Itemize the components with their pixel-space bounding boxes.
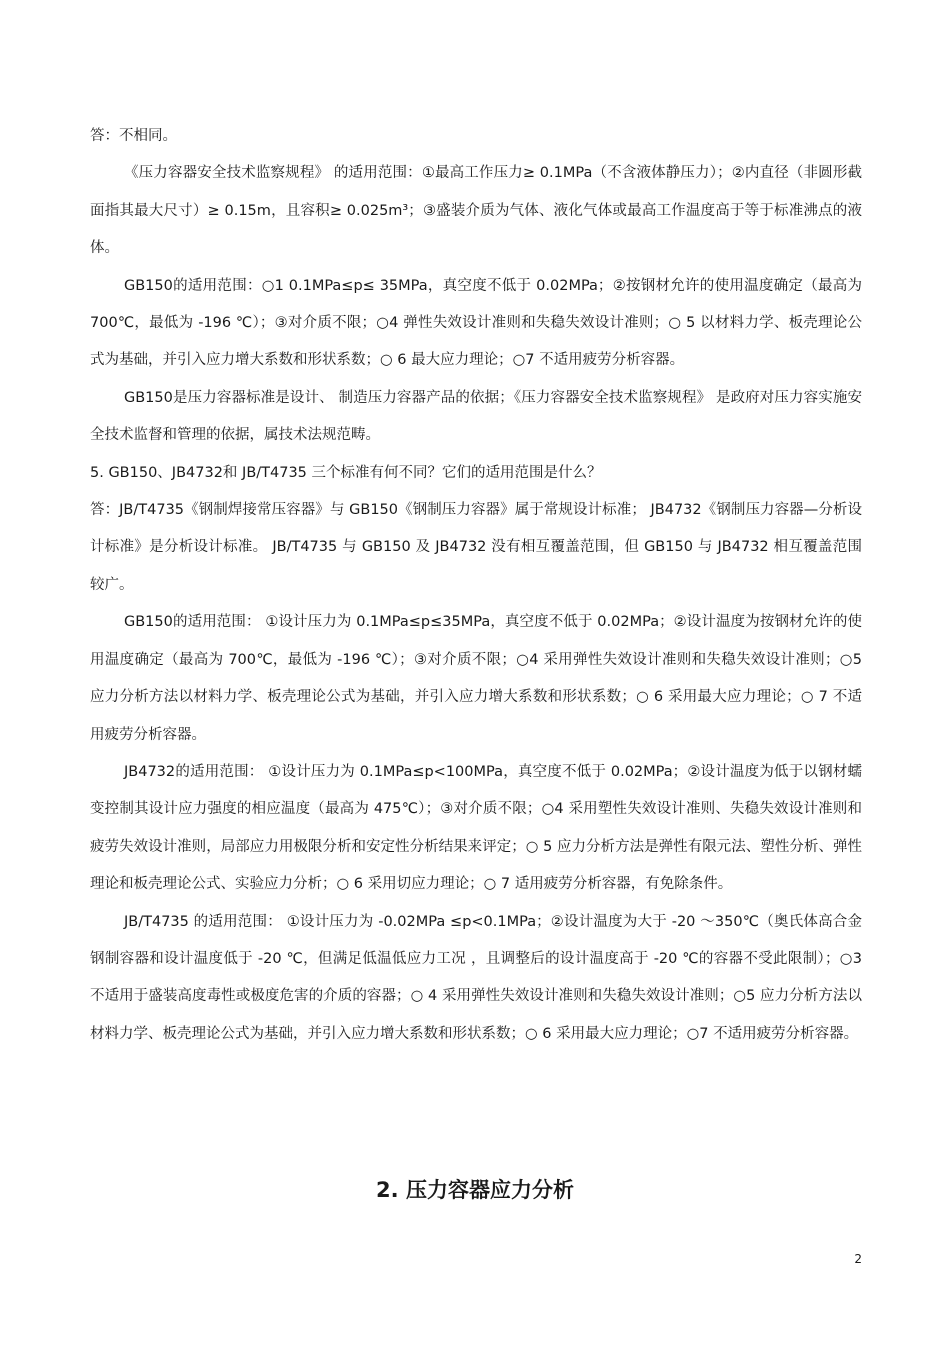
question-5: 5. GB150、JB4732和 JB/T4735 三个标准有何不同？它们的适用范围是什么？ <box>90 464 602 481</box>
gb150-scope-paragraph: GB150的适用范围：○1 0.1MPa≤p≤ 35MPa，真空度不低于 0.02MPa；②按钢材允许的使用温度确定（最高为 700℃，最低为 -196 ℃）；③对介质不限；○4 弹性失效设计准则和失稳失效设计准则；○ 5 以材料力学、板壳理论公式为基础，并引入应力增大系数和形状系数；○ 6 最大应力理论；○7 不适用疲劳分析容器。 <box>90 277 862 369</box>
page-number: 2 <box>854 1252 862 1266</box>
jb4732-detail-paragraph: JB4732的适用范围： ①设计压力为 0.1MPa≤p<100MPa，真空度不低于 0.02MPa；②设计温度为低于以钢材蠕变控制其设计应力强度的相应温度（最高为 475℃）；③对介质不限；○4 采用塑性失效设计准则、失稳失效设计准则和疲劳失效设计准则，局部应力用极限分析和安定性分析结果来评定；○ 5 应力分析方法是弹性有限元法、塑性分析、弹性理论和板壳理论公式、实验应力分析；○ 6 采用切应力理论；○ 7 适用疲劳分析容器，有免除条件。 <box>90 763 862 893</box>
section-heading: 2. 压力容器应力分析 <box>376 1178 574 1202</box>
gb150-detail-paragraph: GB150的适用范围： ①设计压力为 0.1MPa≤p≤35MPa，真空度不低于 0.02MPa；②设计温度为按钢材允许的使用温度确定（最高为 700℃，最低为 -196 ℃）；③对介质不限；○4 采用弹性失效设计准则和失稳失效设计准则；○5 应力分析方法以材料力学、板壳理论公式为基础，并引入应力增大系数和形状系数；○ 6 采用最大应力理论；○ 7 不适用疲劳分析容器。 <box>90 614 862 743</box>
body-text <box>90 118 862 1053</box>
standard-basis-paragraph: GB150是压力容器标准是设计、 制造压力容器产品的依据；《压力容器安全技术监察规程》 是政府对压力容实施安全技术监督和管理的依据，属技术法规范畴。 <box>90 389 862 444</box>
regulation-scope-paragraph: 《压力容器安全技术监察规程》 的适用范围：①最高工作压力≥ 0.1MPa（不含液体静压力）；②内直径（非圆形截面指其最大尺寸）≥ 0.15m，且容积≥ 0.025m³；③盛装介质为气体、液化气体或最高工作温度高于等于标准沸点的液体。 <box>90 165 862 257</box>
jbt4735-detail-paragraph: JB/T4735 的适用范围： ①设计压力为 -0.02MPa ≤p<0.1MPa；②设计温度为大于 -20 ～350℃（奥氏体高合金钢制容器和设计温度低于 -20 ℃，但满足低温低应力工况 ，且调整后的设计温度高于 -20 ℃的容器不受此限制）；○3 不适用于盛装高度毒性或极度危害的介质的容器；○ 4 采用弹性失效设计准则和失稳失效设计准则；○5 应力分析方法以材料力学、板壳理论公式为基础，并引入应力增大系数和形状系数；○ 6 采用最大应力理论；○7 不适用疲劳分析容器。 <box>90 913 862 1042</box>
answer-paragraph: 答：不相同。 <box>90 128 177 144</box>
answer-5-paragraph: 答：JB/T4735《钢制焊接常压容器》与 GB150《钢制压力容器》属于常规设计标准； JB4732《钢制压力容器—分析设计标准》是分析设计标准。 JB/T4735 与 GB150 及 JB4732 没有相互覆盖范围，但 GB150 与 JB4732 相互覆盖范围较广。 <box>90 502 862 593</box>
